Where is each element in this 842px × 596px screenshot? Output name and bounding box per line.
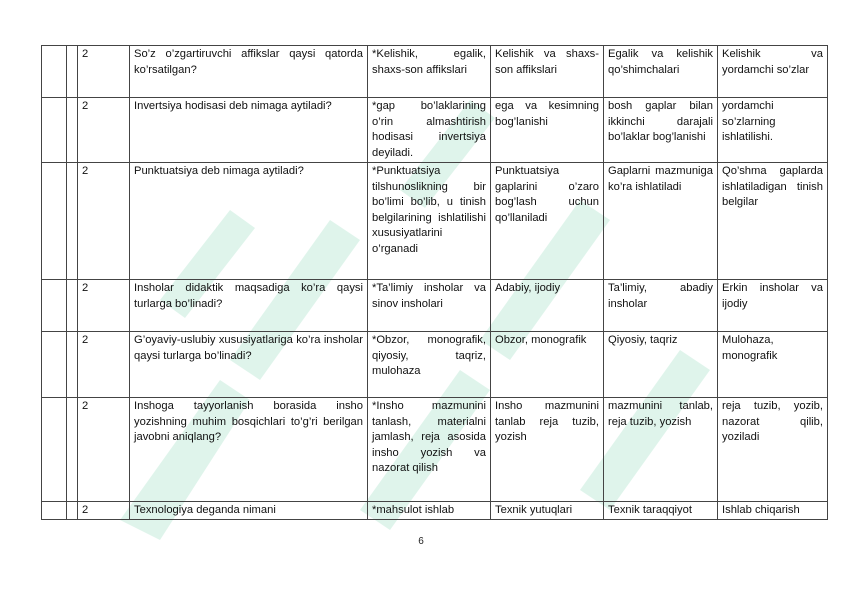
blank-cell bbox=[42, 98, 67, 163]
blank-cell bbox=[42, 280, 67, 332]
question-cell: Punktuatsiya deb nimaga aytiladi? bbox=[130, 163, 368, 280]
option-c-cell: mazmunini tanlab, reja tuzib, yozish bbox=[604, 398, 718, 502]
score-cell: 2 bbox=[78, 98, 130, 163]
option-c-cell: Texnik taraqqiyot bbox=[604, 502, 718, 520]
blank-cell bbox=[67, 280, 78, 332]
option-c-cell: Qiyosiy, taqriz bbox=[604, 332, 718, 398]
score-cell: 2 bbox=[78, 502, 130, 520]
score-cell: 2 bbox=[78, 163, 130, 280]
option-b-cell: Kelishik va shaxs-son affikslari bbox=[491, 46, 604, 98]
blank-cell bbox=[42, 163, 67, 280]
blank-cell bbox=[42, 502, 67, 520]
question-cell: Insholar didaktik maqsadiga ko’ra qaysi turlarga bo’linadi? bbox=[130, 280, 368, 332]
blank-cell bbox=[67, 46, 78, 98]
question-cell: Texnologiya deganda nimani bbox=[130, 502, 368, 520]
blank-cell bbox=[67, 398, 78, 502]
option-d-cell: reja tuzib, yozib, nazorat qilib, yoziladi bbox=[718, 398, 828, 502]
option-a-cell: *Obzor, monografik, qiyosiy, taqriz, mulohaza bbox=[368, 332, 491, 398]
option-c-cell: Egalik va kelishik qo’shimchalari bbox=[604, 46, 718, 98]
option-d-cell: yordamchi so’zlarning ishlatilishi. bbox=[718, 98, 828, 163]
table-row bbox=[42, 163, 828, 280]
option-d-cell: Kelishik va yordamchi so’zlar bbox=[718, 46, 828, 98]
option-d-cell: Ishlab chiqarish bbox=[718, 502, 828, 520]
blank-cell bbox=[42, 332, 67, 398]
question-cell: Inshoga tayyorlanish borasida insho yozishning muhim bosqichlari to’g’ri berilgan javobni aniqlang? bbox=[130, 398, 368, 502]
option-a-cell: *Ta’limiy insholar va sinov insholari bbox=[368, 280, 491, 332]
option-c-cell: bosh gaplar bilan ikkinchi darajali bo’laklar bog’lanishi bbox=[604, 98, 718, 163]
blank-cell bbox=[67, 163, 78, 280]
score-cell: 2 bbox=[78, 398, 130, 502]
table-row bbox=[42, 98, 828, 163]
option-a-cell: *Kelishik, egalik, shaxs-son affikslari bbox=[368, 46, 491, 98]
score-cell: 2 bbox=[78, 332, 130, 398]
blank-cell bbox=[42, 398, 67, 502]
option-c-cell: Gaplarni mazmuniga ko’ra ishlatiladi bbox=[604, 163, 718, 280]
option-d-cell: Erkin insholar va ijodiy bbox=[718, 280, 828, 332]
option-d-cell: Mulohaza, monografik bbox=[718, 332, 828, 398]
option-b-cell: ega va kesimning bog’lanishi bbox=[491, 98, 604, 163]
option-b-cell: Punktuatsiya gaplarini o’zaro bog’lash uchun qo’llaniladi bbox=[491, 163, 604, 280]
option-a-cell: *mahsulot ishlab bbox=[368, 502, 491, 520]
question-cell: G’oyaviy-uslubiy xususiyatlariga ko’ra insholar qaysi turlarga bo’linadi? bbox=[130, 332, 368, 398]
blank-cell bbox=[67, 332, 78, 398]
option-b-cell: Adabiy, ijodiy bbox=[491, 280, 604, 332]
option-d-cell: Qo’shma gaplarda ishlatiladigan tinish belgilar bbox=[718, 163, 828, 280]
option-b-cell: Texnik yutuqlari bbox=[491, 502, 604, 520]
quiz-table bbox=[41, 45, 828, 520]
option-a-cell: *Punktuatsiya tilshunoslikning bir bo’limi bo’lib, u tinish belgilarining ishlatilishi xususiyatlarini o’rganadi bbox=[368, 163, 491, 280]
table-row bbox=[42, 502, 828, 520]
table-row bbox=[42, 280, 828, 332]
table-row bbox=[42, 46, 828, 98]
score-cell: 2 bbox=[78, 46, 130, 98]
option-c-cell: Ta’limiy, abadiy insholar bbox=[604, 280, 718, 332]
blank-cell bbox=[67, 502, 78, 520]
option-b-cell: Insho mazmunini tanlab reja tuzib, yozish bbox=[491, 398, 604, 502]
question-cell: Invertsiya hodisasi deb nimaga aytiladi? bbox=[130, 98, 368, 163]
table-row bbox=[42, 398, 828, 502]
option-b-cell: Obzor, monografik bbox=[491, 332, 604, 398]
table-row bbox=[42, 332, 828, 398]
question-cell: So’z o’zgartiruvchi affikslar qaysi qatorda ko’rsatilgan? bbox=[130, 46, 368, 98]
option-a-cell: *Insho mazmunini tanlash, materialni jamlash, reja asosida insho yozish va nazorat qilish bbox=[368, 398, 491, 502]
blank-cell bbox=[42, 46, 67, 98]
score-cell: 2 bbox=[78, 280, 130, 332]
blank-cell bbox=[67, 98, 78, 163]
option-a-cell: *gap bo’laklarining o’rin almashtirish hodisasi invertsiya deyiladi. bbox=[368, 98, 491, 163]
page-number: 6 bbox=[418, 536, 424, 547]
